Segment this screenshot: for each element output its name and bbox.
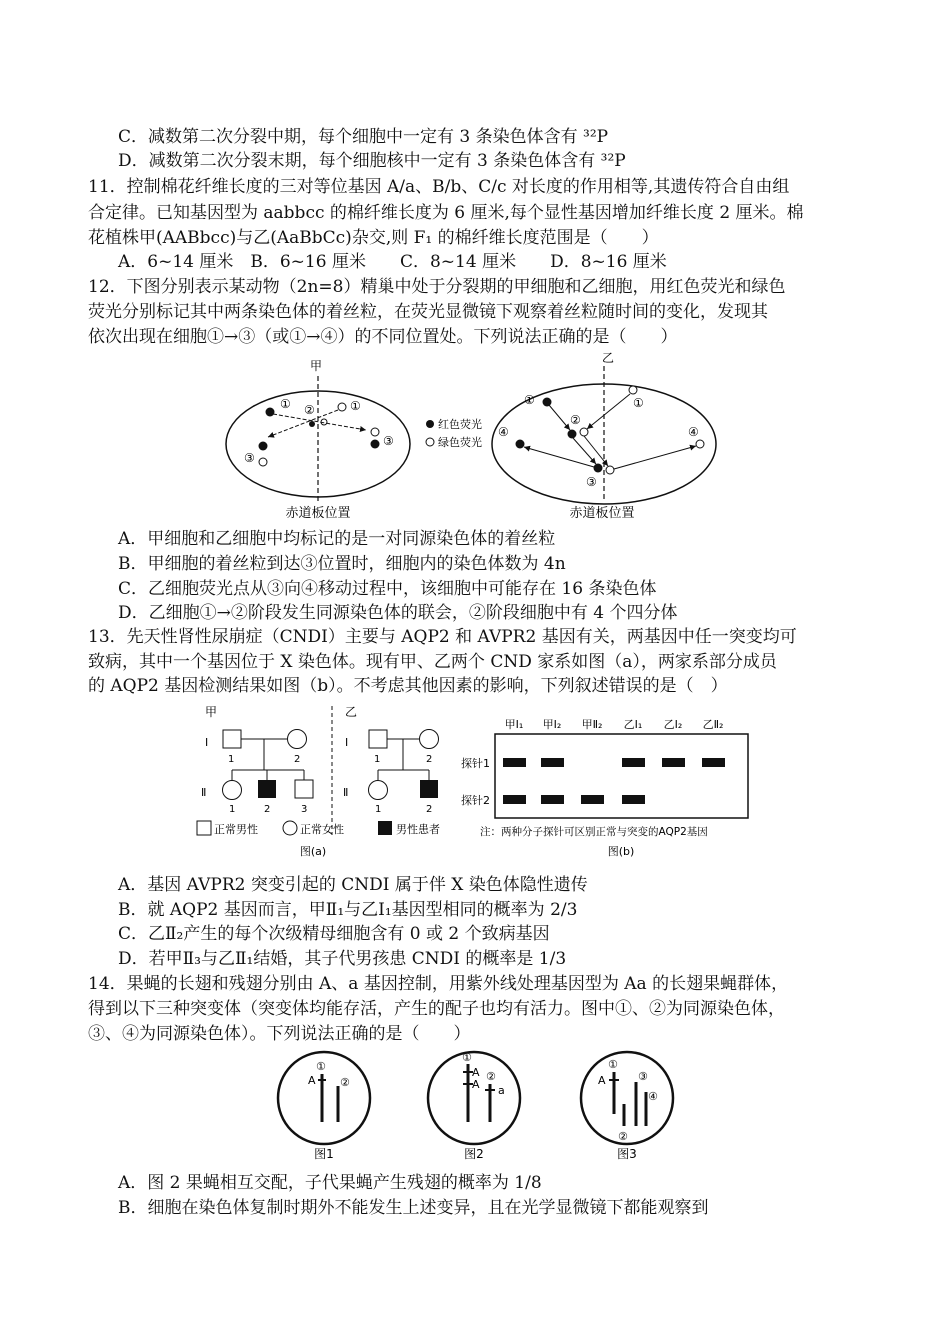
q10-option-c: C．减数第二次分裂中期，每个细胞中一定有 3 条染色体含有 ³²P [118,127,609,147]
svg-text:②: ② [340,1076,350,1089]
svg-text:Ⅱ: Ⅱ [343,786,349,799]
q12-figure [220,352,740,524]
svg-text:A: A [472,1078,480,1091]
q12-stem-line1: 12．下图分别表示某动物（2n=8）精巢中处于分裂期的甲细胞和乙细胞，用红色荧光和绿色 [88,277,786,297]
band-p1-jiaI2 [541,758,564,767]
yi-red-dot-3 [594,464,603,473]
yi-mark-4a: ④ [498,425,509,439]
q14-figure [272,1046,682,1164]
ped-jia-gen2: Ⅱ [201,786,207,799]
jia-green-dot-4 [259,458,267,466]
q14-stem-line2: 得到以下三种突变体（突变体均能存活，产生的配子也均有活力。图中①、②为同源染色体， [88,999,785,1019]
svg-text:乙Ⅰ₂: 乙Ⅰ₂ [663,718,683,731]
yi-I2-female [420,730,439,749]
legend-affected-male [378,821,392,835]
q13-stem-line1: 13．先天性肾性尿崩症（CNDI）主要与 AQP2 和 AVPR2 基因有关，两基因中任一突变均可 [88,627,797,647]
probe1-label: 探针1 [461,757,490,770]
ped-jia-label: 甲 [205,705,218,719]
svg-text:A: A [598,1074,606,1087]
q11-stem-line1: 11．控制棉花纤维长度的三对等位基因 A/a、B/b、C/c 对长度的作用相等,其遗传符合自由组 [88,177,790,197]
yi-mark-2: ② [570,413,581,427]
svg-text:2: 2 [264,804,271,815]
jia-II2-affected-male [258,780,276,798]
band-p2-jiaII2 [581,795,604,804]
q12-plate-label-yi: 赤道板位置 [569,506,635,521]
svg-text:2: 2 [426,754,433,765]
band-p2-jiaI1 [503,795,526,804]
q12-label-yi: 乙 [601,352,615,365]
svg-text:2: 2 [426,804,433,815]
svg-text:乙Ⅱ₂: 乙Ⅱ₂ [702,718,724,731]
svg-text:甲Ⅰ₁: 甲Ⅰ₁ [504,718,524,731]
svg-text:1: 1 [374,754,381,765]
q11-stem-line2: 合定律。已知基因型为 aabbcc 的棉纤维长度为 6 厘米,每个显性基因增加纤维长度 2 厘米。棉 [88,203,804,223]
jia-mark-3b: ③ [244,451,255,465]
yi-green-dot-4 [696,440,704,448]
q13-stem-line3: 的 AQP2 基因检测结果如图（b）。不考虑其他因素的影响，下列叙述错误的是（ ） [88,676,728,696]
svg-text:A: A [472,1066,480,1079]
yi-mark-4b: ④ [688,425,699,439]
legend-red-dot [426,420,434,428]
yi-arrow-1b [587,394,630,429]
q12-stem-line3: 依次出现在细胞①→③（或①→④）的不同位置处。下列说法正确的是（ ） [88,327,678,347]
band-p2-yiI1 [622,795,645,804]
q12-stem-line2: 荧光分别标记其中两条染色体的着丝粒，在荧光显微镜下观察着丝粒随时间的变化，发现其 [88,302,768,322]
q10-option-d: D．减数第二次分裂末期，每个细胞核中一定有 3 条染色体含有 ³²P [118,151,626,171]
q12-option-c: C．乙细胞荧光点从③向④移动过程中，该细胞中可能存在 16 条染色体 [118,579,657,599]
svg-text:①: ① [462,1051,472,1064]
svg-text:1: 1 [228,754,235,765]
jia-mark-1b: ① [350,399,361,413]
svg-text:②: ② [486,1070,496,1083]
svg-text:②: ② [618,1130,628,1143]
q13-option-a: A．基因 AVPR2 突变引起的 CNDI 属于伴 X 染色体隐性遗传 [118,875,588,895]
ped-jia-gen1: Ⅰ [205,736,209,749]
svg-text:甲Ⅰ₂: 甲Ⅰ₂ [542,718,562,731]
fig1-caption: 图1 [314,1147,334,1161]
svg-text:a: a [498,1084,505,1097]
q14-stem-line1: 14．果蝇的长翅和残翅分别由 A、a 基因控制，用紫外线处理基因型为 Aa 的长翅果蝇群体， [88,974,789,994]
legend-normal-male [197,821,211,835]
svg-text:Ⅰ: Ⅰ [345,736,349,749]
yi-mark-1b: ① [633,396,644,410]
yi-II1-female [369,781,388,800]
svg-text:甲Ⅱ₂: 甲Ⅱ₂ [581,718,603,731]
svg-text:①: ① [316,1060,326,1073]
legend-green-label: 绿色荧光 [438,436,482,449]
yi-green-dot-1 [629,386,637,394]
svg-text:④: ④ [648,1090,658,1103]
probe2-label: 探针2 [461,794,490,807]
svg-text:1: 1 [375,804,382,815]
jia-green-dot-3 [371,428,379,436]
jia-mark-1: ① [280,397,291,411]
jia-I2-female [288,730,307,749]
gel-note: 注：两种分子探针可区别正常与突变的AQP2基因 [480,826,708,838]
band-p2-jiaI2 [541,795,564,804]
q13-option-b: B．就 AQP2 基因而言，甲Ⅱ₁与乙Ⅰ₁基因型相同的概率为 2/3 [118,900,578,920]
svg-text:乙Ⅰ₁: 乙Ⅰ₁ [623,718,643,731]
legend-normal-female [283,821,297,835]
q13-stem-line2: 致病，其中一个基因位于 X 染色体。现有甲、乙两个 CND 家系如图（a），两家系部分成员 [88,652,777,672]
gel-box [495,734,748,818]
jia-mark-2: ② [304,403,315,417]
yi-arrow-2 [573,438,596,464]
ped-yi-label: 乙 [345,705,358,719]
svg-text:①: ① [608,1058,618,1071]
yi-II2-affected-male [420,780,438,798]
yi-green-dot-3 [606,466,614,474]
yi-mark-1: ① [524,393,535,407]
svg-text:③: ③ [638,1070,648,1083]
jia-II1-female [223,781,242,800]
jia-mark-3a: ③ [383,434,394,448]
svg-text:3: 3 [301,804,308,815]
yi-arrow-1 [549,405,570,430]
q12-option-d: D．乙细胞①→②阶段发生同源染色体的联会，②阶段细胞中有 4 个四分体 [118,603,678,623]
q13-figure [195,700,765,862]
yi-red-dot-2 [568,430,577,439]
yi-arrow-3b [614,446,696,469]
band-p1-yiII2 [702,758,725,767]
yi-I1-male [369,730,387,748]
svg-text:1: 1 [229,804,236,815]
q13-option-c: C．乙Ⅱ₂产生的每个次级精母细胞含有 0 或 2 个致病基因 [118,924,550,944]
q12-option-b: B．甲细胞的着丝粒到达③位置时，细胞内的染色体数为 4n [118,554,566,574]
yi-red-dot-4 [516,440,525,449]
band-p1-yiI2 [662,758,685,767]
jia-II3-male [295,780,313,798]
yi-green-dot-2 [580,428,588,436]
q11-stem-line3: 花植株甲(AABbcc)与乙(AaBbCc)杂交,则 F₁ 的棉纤维长度范围是（ ） [88,228,659,248]
jia-red-dot-3 [371,440,380,449]
yi-red-dot-1 [543,398,552,407]
q12-plate-label-jia: 赤道板位置 [285,506,351,521]
svg-text:男性患者: 男性患者 [396,823,440,836]
q12-option-a: A．甲细胞和乙细胞中均标记的是一对同源染色体的着丝粒 [118,529,556,549]
jia-arrow-red [273,414,366,430]
q12-label-jia: 甲 [309,359,323,373]
jia-I1-male [223,730,241,748]
jia-green-dot-1 [338,403,346,411]
q11-options: A．6~14 厘米 B．6~16 厘米 C．8~14 厘米 D．8~16 厘米 [118,252,667,272]
caption-b: 图(b) [607,845,635,858]
jia-red-dot-4 [259,442,268,451]
band-p1-jiaI1 [503,758,526,767]
svg-text:2: 2 [294,754,301,765]
legend-green-dot [426,438,434,446]
svg-text:正常男性: 正常男性 [214,823,258,836]
fig2-caption: 图2 [464,1147,484,1161]
band-p1-yiI1 [622,758,645,767]
q14-stem-line3: ③、④为同源染色体）。下列说法正确的是（ ） [88,1024,471,1044]
legend-red-label: 红色荧光 [438,418,482,431]
caption-a: 图(a) [299,845,327,858]
fig3-caption: 图3 [617,1147,637,1161]
q13-option-d: D．若甲Ⅱ₃与乙Ⅱ₁结婚，其子代男孩患 CNDI 的概率是 1/3 [118,949,567,969]
jia-red-dot-2 [309,421,315,427]
yi-mark-3: ③ [586,475,597,489]
svg-text:正常女性: 正常女性 [300,823,344,836]
jia-red-dot-1 [266,408,275,417]
q14-option-b: B．细胞在染色体复制时期外不能发生上述变异，且在光学显微镜下都能观察到 [118,1198,709,1218]
q14-option-a: A．图 2 果蝇相互交配，子代果蝇产生残翅的概率为 1/8 [118,1173,542,1193]
svg-text:A: A [308,1074,316,1087]
